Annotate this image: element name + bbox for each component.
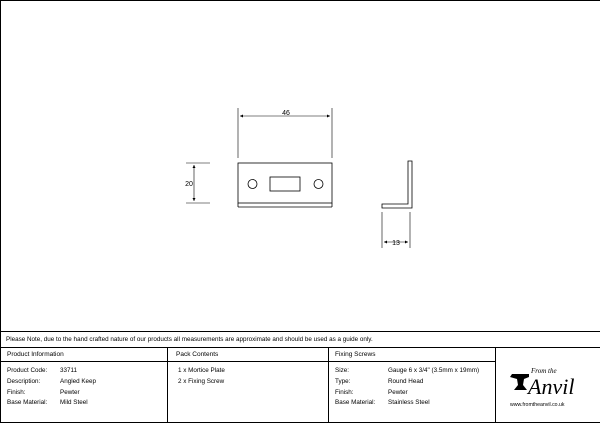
- screw-size-value: Gauge 6 x 3/4" (3.5mm x 19mm): [388, 367, 480, 374]
- dim-height-label: 20: [185, 181, 193, 188]
- info-header-rule: [0, 347, 600, 348]
- screw-hole-left: [248, 180, 257, 189]
- pack-item: 1 x Mortice Plate: [178, 367, 225, 374]
- screw-hole-right: [314, 180, 323, 189]
- screw-finish-value: Pewter: [388, 389, 408, 396]
- screw-material-value: Stainless Steel: [388, 399, 430, 406]
- logo-tagline: From the: [531, 367, 557, 375]
- finish-label: Finish:: [7, 389, 26, 396]
- screw-size-label: Size:: [335, 367, 349, 374]
- column-divider-1: [167, 347, 168, 422]
- dim-depth-label: 13: [392, 240, 400, 247]
- screw-material-label: Base Material:: [335, 399, 376, 406]
- base-material-label: Base Material:: [7, 399, 48, 406]
- screw-finish-label: Finish:: [335, 389, 354, 396]
- base-material-value: Mild Steel: [60, 399, 88, 406]
- info-top-rule: [0, 331, 600, 332]
- anvil-icon: [510, 374, 529, 390]
- product-information-heading: Product Information: [7, 351, 64, 358]
- pack-item: 2 x Fixing Screw: [178, 378, 225, 385]
- keep-slot: [270, 177, 300, 191]
- info-subheader-rule: [0, 361, 495, 362]
- logo-url: www.fromtheanvil.co.uk: [510, 402, 565, 408]
- column-divider-3: [495, 347, 496, 422]
- plate-front-view: [238, 163, 332, 207]
- fixing-screws-heading: Fixing Screws: [335, 351, 376, 358]
- pack-contents-heading: Pack Contents: [176, 351, 219, 358]
- plate-side-view: [382, 161, 412, 208]
- description-label: Description:: [7, 378, 41, 385]
- product-code-label: Product Code:: [7, 367, 48, 374]
- logo-brand: Anvil: [528, 374, 575, 399]
- from-the-anvil-logo: [507, 364, 587, 409]
- product-code-value: 33711: [60, 367, 78, 374]
- screw-type-label: Type:: [335, 378, 351, 385]
- disclaimer-note: Please Note, due to the hand crafted nature of our products all measurements are approximate and should be used as a guide only.: [6, 336, 373, 343]
- finish-value: Pewter: [60, 389, 80, 396]
- description-value: Angled Keep: [60, 378, 97, 385]
- screw-type-value: Round Head: [388, 378, 424, 385]
- dim-width-label: 46: [282, 110, 290, 117]
- column-divider-2: [328, 347, 329, 422]
